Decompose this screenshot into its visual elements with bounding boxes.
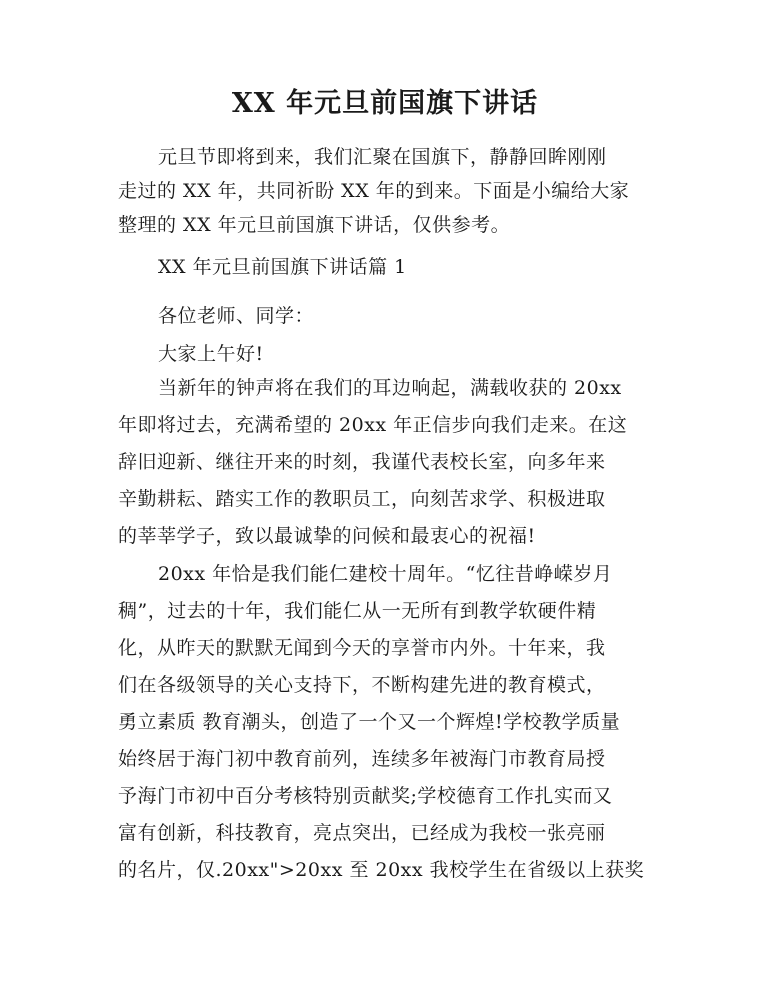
greeting: 大家上午好! [158,343,264,365]
body-line: 予海门市初中百分考核特别贡献奖;学校德育工作扎实而又 [118,785,613,807]
body-line: 的名片，仅.20xx">20xx 至 20xx 我校学生在省级以上获奖 [118,859,645,881]
body-line: 勇立素质 教育潮头，创造了一个又一个辉煌!学校教学质量 [118,711,621,733]
body-line: 年即将过去，充满希望的 20xx 年正信步向我们走来。在这 [118,414,628,436]
body-line: 富有创新，科技教育，亮点突出，已经成为我校一张亮丽 [118,822,606,844]
document-title: XX 年元旦前国旗下讲话 [231,88,539,119]
body-line: 化，从昨天的默默无闻到今天的享誉市内外。十年来，我 [118,637,606,659]
body-line: 始终居于海门初中教育前列，连续多年被海门市教育局授 [118,748,606,770]
body-line: 元旦节即将到来，我们汇聚在国旗下，静静回眸刚刚 [158,146,607,168]
body-line: 当新年的钟声将在我们的耳边响起，满载收获的 20xx [158,377,622,399]
body-line: 整理的 XX 年元旦前国旗下讲话，仅供参考。 [118,214,511,236]
salutation: 各位老师、同学： [158,305,315,327]
body-line: 辞旧迎新、继往开来的时刻，我谨代表校长室，向多年来 [118,451,606,473]
body-line: 稠”，过去的十年，我们能仁从一无所有到教学软硬件精 [118,600,597,622]
body-line: 20xx 年恰是我们能仁建校十周年。“忆往昔峥嵘岁月 [158,563,613,585]
body-line: 走过的 XX 年，共同祈盼 XX 年的到来。下面是小编给大家 [118,180,630,202]
body-line: 们在各级领导的关心支持下，不断构建先进的教育模式， [118,674,606,696]
body-line: 辛勤耕耘、踏实工作的教职员工，向刻苦求学、积极进取 [118,488,606,510]
section-heading: XX 年元旦前国旗下讲话篇 1 [158,256,407,278]
body-line: 的莘莘学子，致以最诚挚的问候和最衷心的祝福! [118,525,536,547]
